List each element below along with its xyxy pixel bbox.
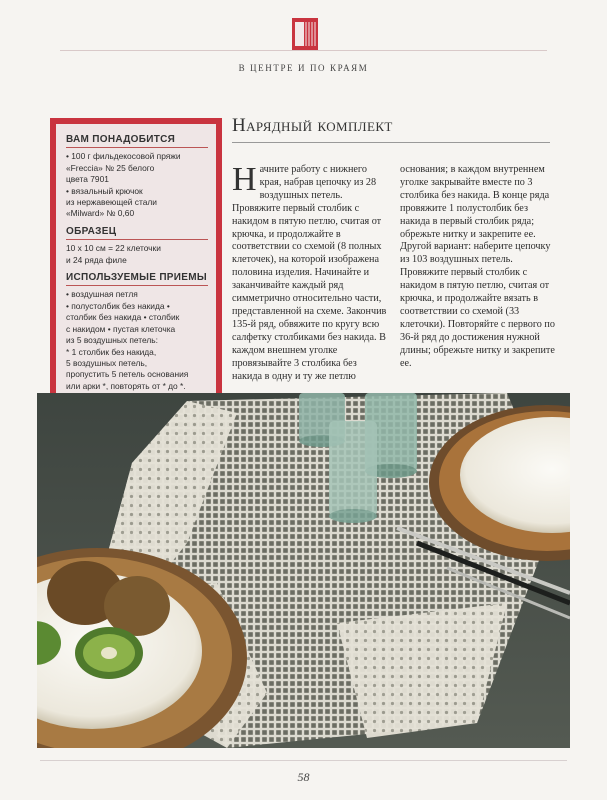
article-text-2: основания; в каждом внутреннем уголке закрывайте вместе по 3 столбика без накида. В конце ряда провяжите 1 полустолбик без накида в первый столбик ряда; обрежьте нитку и закрепите ее. Другой вариант: наберите цепочку из 103 воздушных петель. Провяжите первый столбик с накидом в пятую петлю, считая от крючка, и продолжайте вязать в соответствии со схемой (33 клеточки). Повторяйте с первого по 36-й ряд до достижения нужной длины; обрежьте нитку и закрепите ее. bbox=[400, 164, 555, 369]
heading-rule bbox=[66, 147, 208, 148]
article-text-1: ачните работу с нижнего края, набрав цепочку из 28 воздушных петель. Провяжите первый столбик с накидом в пятую петлю, считая от крючка, и продолжайте в соответствии со схемой (8 полных клеточек), на которой изображена половина изделия. Начинайте и заканчивайте каждый ряд симметрично относительно части, представленной на схеме. Закончив 135-й ряд, обвяжите по кругу всю салфетку столбиками без накида. В каждом внешнем уголке провязывайте 3 столбика без накида в одну и ту же петлю bbox=[232, 164, 387, 382]
footer-rule bbox=[40, 760, 567, 761]
heading-rule bbox=[66, 239, 208, 240]
section-title: В ЦЕНТРЕ И ПО КРАЯМ bbox=[238, 63, 369, 73]
heading-rule bbox=[66, 285, 208, 286]
materials-text: • 100 г фильдекосовой пряжи «Freccia» № 25 белого цвета 7901 • вязальный крючок из нержавеющей стали «Milward» № 0,60 bbox=[66, 151, 181, 219]
gauge-text: 10 х 10 см = 22 клеточки и 24 ряда филе bbox=[66, 243, 161, 265]
techniques-text: • воздушная петля • полустолбик без накида • столбик без накида • столбик с накидом • пустая клеточка из 5 воздушных петель: * 1 столбик без накида, 5 воздушных петель, пропустить 5 петель основания или арки *, повторять от * до *. bbox=[66, 289, 189, 391]
gauge-heading: ОБРАЗЕЦ bbox=[66, 225, 117, 237]
book-logo-icon bbox=[292, 18, 318, 50]
drop-cap: Н bbox=[232, 161, 257, 198]
article-title: Нарядный комплект bbox=[232, 115, 393, 136]
materials-heading: ВАМ ПОНАДОБИТСЯ bbox=[66, 134, 176, 145]
title-rule bbox=[232, 142, 550, 143]
table-setting-illustration bbox=[37, 393, 570, 748]
page-number: 58 bbox=[297, 770, 310, 784]
header-rule bbox=[60, 50, 547, 51]
article-column-2 bbox=[400, 164, 555, 371]
doily-photo bbox=[37, 393, 570, 748]
glass bbox=[329, 421, 377, 523]
techniques-heading: ИСПОЛЬЗУЕМЫЕ ПРИЕМЫ bbox=[66, 272, 207, 284]
article-column-1 bbox=[232, 161, 387, 383]
